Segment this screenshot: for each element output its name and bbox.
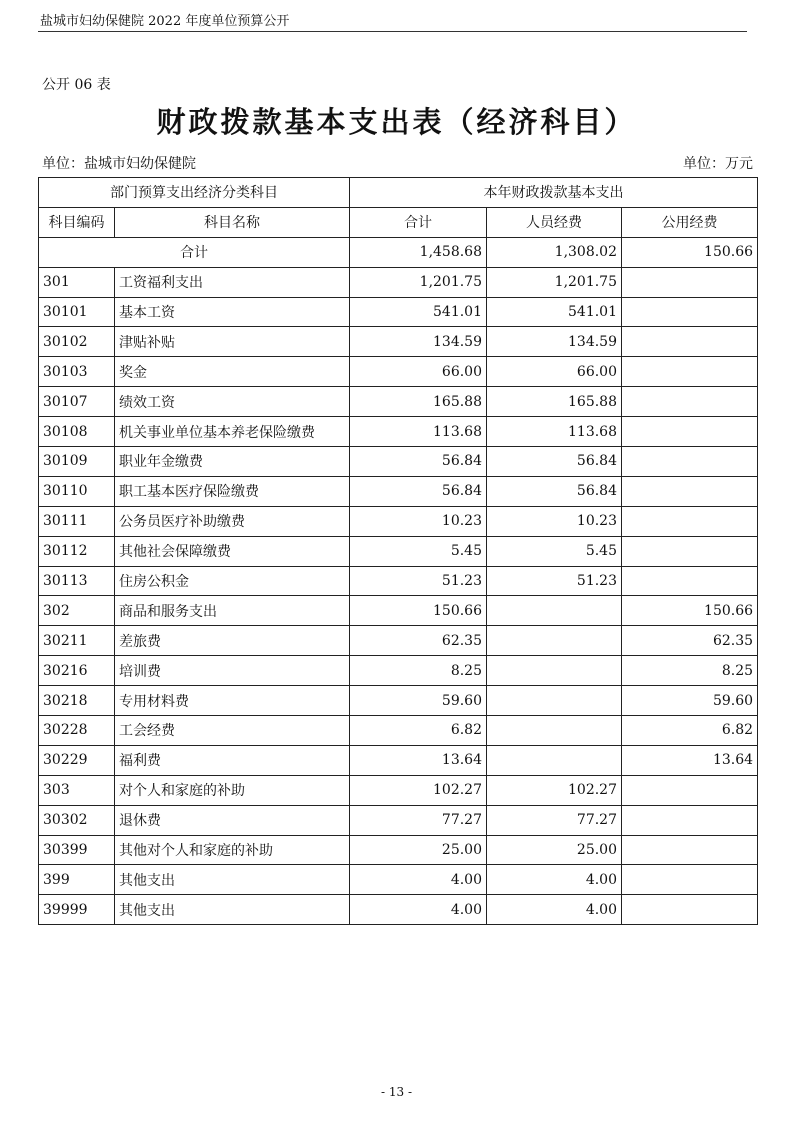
row-total: 4.00 (350, 865, 487, 895)
table-row (39, 865, 758, 895)
table-row (39, 835, 758, 865)
row-public (622, 805, 758, 835)
table-row (39, 895, 758, 925)
row-code: 30302 (39, 805, 115, 835)
row-code: 30111 (39, 506, 115, 536)
row-code: 302 (39, 596, 115, 626)
row-name: 福利费 (115, 745, 350, 775)
row-public (622, 447, 758, 477)
total-label: 合计 (39, 237, 350, 267)
row-code: 303 (39, 775, 115, 805)
row-public (622, 895, 758, 925)
row-code: 30108 (39, 417, 115, 447)
row-code: 30399 (39, 835, 115, 865)
running-header: 盐城市妇幼保健院 2022 年度单位预算公开 (40, 14, 290, 29)
row-code: 30228 (39, 716, 115, 746)
group-header-right: 本年财政拨款基本支出 (350, 178, 758, 208)
row-total: 102.27 (350, 775, 487, 805)
row-name: 工资福利支出 (115, 267, 350, 297)
row-personnel: 25.00 (487, 835, 622, 865)
col-header-name: 科目名称 (115, 207, 350, 237)
column-header-row (39, 207, 758, 237)
row-public: 150.66 (622, 596, 758, 626)
col-header-public: 公用经费 (622, 207, 758, 237)
row-total: 56.84 (350, 447, 487, 477)
row-code: 30112 (39, 536, 115, 566)
table-row (39, 805, 758, 835)
row-public (622, 775, 758, 805)
row-public: 6.82 (622, 716, 758, 746)
row-personnel: 56.84 (487, 447, 622, 477)
budget-table (38, 177, 758, 925)
row-code: 30109 (39, 447, 115, 477)
table-number: 公开 06 表 (42, 77, 111, 93)
row-name: 公务员医疗补助缴费 (115, 506, 350, 536)
row-public (622, 327, 758, 357)
row-code: 30110 (39, 476, 115, 506)
row-public (622, 297, 758, 327)
row-personnel: 541.01 (487, 297, 622, 327)
row-name: 培训费 (115, 656, 350, 686)
row-name: 商品和服务支出 (115, 596, 350, 626)
table-row (39, 327, 758, 357)
row-total: 134.59 (350, 327, 487, 357)
row-name: 其他社会保障缴费 (115, 536, 350, 566)
col-header-total: 合计 (350, 207, 487, 237)
row-name: 津贴补贴 (115, 327, 350, 357)
row-total: 6.82 (350, 716, 487, 746)
row-total: 8.25 (350, 656, 487, 686)
table-row (39, 656, 758, 686)
total-amount: 1,458.68 (350, 237, 487, 267)
row-name: 基本工资 (115, 297, 350, 327)
table-row (39, 267, 758, 297)
row-total: 10.23 (350, 506, 487, 536)
group-header-left: 部门预算支出经济分类科目 (39, 178, 350, 208)
table-row (39, 686, 758, 716)
table-row (39, 775, 758, 805)
row-name: 职业年金缴费 (115, 447, 350, 477)
row-name: 专用材料费 (115, 686, 350, 716)
row-name: 机关事业单位基本养老保险缴费 (115, 417, 350, 447)
table-row (39, 297, 758, 327)
row-personnel: 102.27 (487, 775, 622, 805)
col-header-code: 科目编码 (39, 207, 115, 237)
table-row (39, 716, 758, 746)
row-total: 13.64 (350, 745, 487, 775)
row-code: 30102 (39, 327, 115, 357)
row-name: 绩效工资 (115, 387, 350, 417)
row-public: 8.25 (622, 656, 758, 686)
table-row (39, 745, 758, 775)
row-personnel (487, 656, 622, 686)
table-row (39, 536, 758, 566)
row-personnel: 4.00 (487, 895, 622, 925)
row-public (622, 536, 758, 566)
row-public: 62.35 (622, 626, 758, 656)
row-personnel (487, 596, 622, 626)
row-code: 30218 (39, 686, 115, 716)
total-personnel: 1,308.02 (487, 237, 622, 267)
row-total: 5.45 (350, 536, 487, 566)
total-public: 150.66 (622, 237, 758, 267)
group-header-row (39, 178, 758, 208)
row-code: 30229 (39, 745, 115, 775)
table-row (39, 357, 758, 387)
row-code: 30101 (39, 297, 115, 327)
row-public (622, 835, 758, 865)
row-public (622, 865, 758, 895)
row-public: 13.64 (622, 745, 758, 775)
table-row (39, 506, 758, 536)
row-name: 差旅费 (115, 626, 350, 656)
row-code: 301 (39, 267, 115, 297)
col-header-personnel: 人员经费 (487, 207, 622, 237)
row-code: 30211 (39, 626, 115, 656)
row-name: 其他对个人和家庭的补助 (115, 835, 350, 865)
row-name: 其他支出 (115, 865, 350, 895)
row-personnel (487, 626, 622, 656)
row-total: 62.35 (350, 626, 487, 656)
row-code: 39999 (39, 895, 115, 925)
row-total: 113.68 (350, 417, 487, 447)
row-personnel (487, 745, 622, 775)
row-personnel: 66.00 (487, 357, 622, 387)
row-total: 77.27 (350, 805, 487, 835)
row-total: 150.66 (350, 596, 487, 626)
row-personnel: 134.59 (487, 327, 622, 357)
table-row (39, 387, 758, 417)
row-personnel: 1,201.75 (487, 267, 622, 297)
row-name: 奖金 (115, 357, 350, 387)
row-code: 30216 (39, 656, 115, 686)
row-code: 399 (39, 865, 115, 895)
row-total: 59.60 (350, 686, 487, 716)
table-row (39, 596, 758, 626)
table-row (39, 476, 758, 506)
row-total: 1,201.75 (350, 267, 487, 297)
row-total: 4.00 (350, 895, 487, 925)
row-code: 30103 (39, 357, 115, 387)
row-name: 其他支出 (115, 895, 350, 925)
row-name: 住房公积金 (115, 566, 350, 596)
row-public: 59.60 (622, 686, 758, 716)
table-row (39, 566, 758, 596)
table-row (39, 626, 758, 656)
row-personnel: 113.68 (487, 417, 622, 447)
currency-unit-label: 单位：万元 (683, 156, 753, 172)
row-personnel: 5.45 (487, 536, 622, 566)
page-number: - 13 - (380, 1085, 412, 1099)
row-personnel: 10.23 (487, 506, 622, 536)
unit-label: 单位：盐城市妇幼保健院 (42, 156, 196, 172)
row-total: 56.84 (350, 476, 487, 506)
row-code: 30107 (39, 387, 115, 417)
row-name: 对个人和家庭的补助 (115, 775, 350, 805)
row-personnel (487, 716, 622, 746)
total-row (39, 237, 758, 267)
row-total: 165.88 (350, 387, 487, 417)
row-personnel (487, 686, 622, 716)
table-row (39, 417, 758, 447)
table-row (39, 447, 758, 477)
row-public (622, 417, 758, 447)
row-personnel: 165.88 (487, 387, 622, 417)
row-total: 51.23 (350, 566, 487, 596)
row-personnel: 51.23 (487, 566, 622, 596)
row-public (622, 387, 758, 417)
row-total: 541.01 (350, 297, 487, 327)
row-name: 退休费 (115, 805, 350, 835)
row-public (622, 357, 758, 387)
row-public (622, 267, 758, 297)
row-total: 25.00 (350, 835, 487, 865)
row-personnel: 56.84 (487, 476, 622, 506)
row-public (622, 506, 758, 536)
row-name: 工会经费 (115, 716, 350, 746)
row-personnel: 77.27 (487, 805, 622, 835)
page-title: 财政拨款基本支出表（经济科目） (156, 105, 637, 139)
row-public (622, 566, 758, 596)
row-code: 30113 (39, 566, 115, 596)
row-public (622, 476, 758, 506)
row-name: 职工基本医疗保险缴费 (115, 476, 350, 506)
row-total: 66.00 (350, 357, 487, 387)
header-divider (38, 31, 747, 32)
row-personnel: 4.00 (487, 865, 622, 895)
